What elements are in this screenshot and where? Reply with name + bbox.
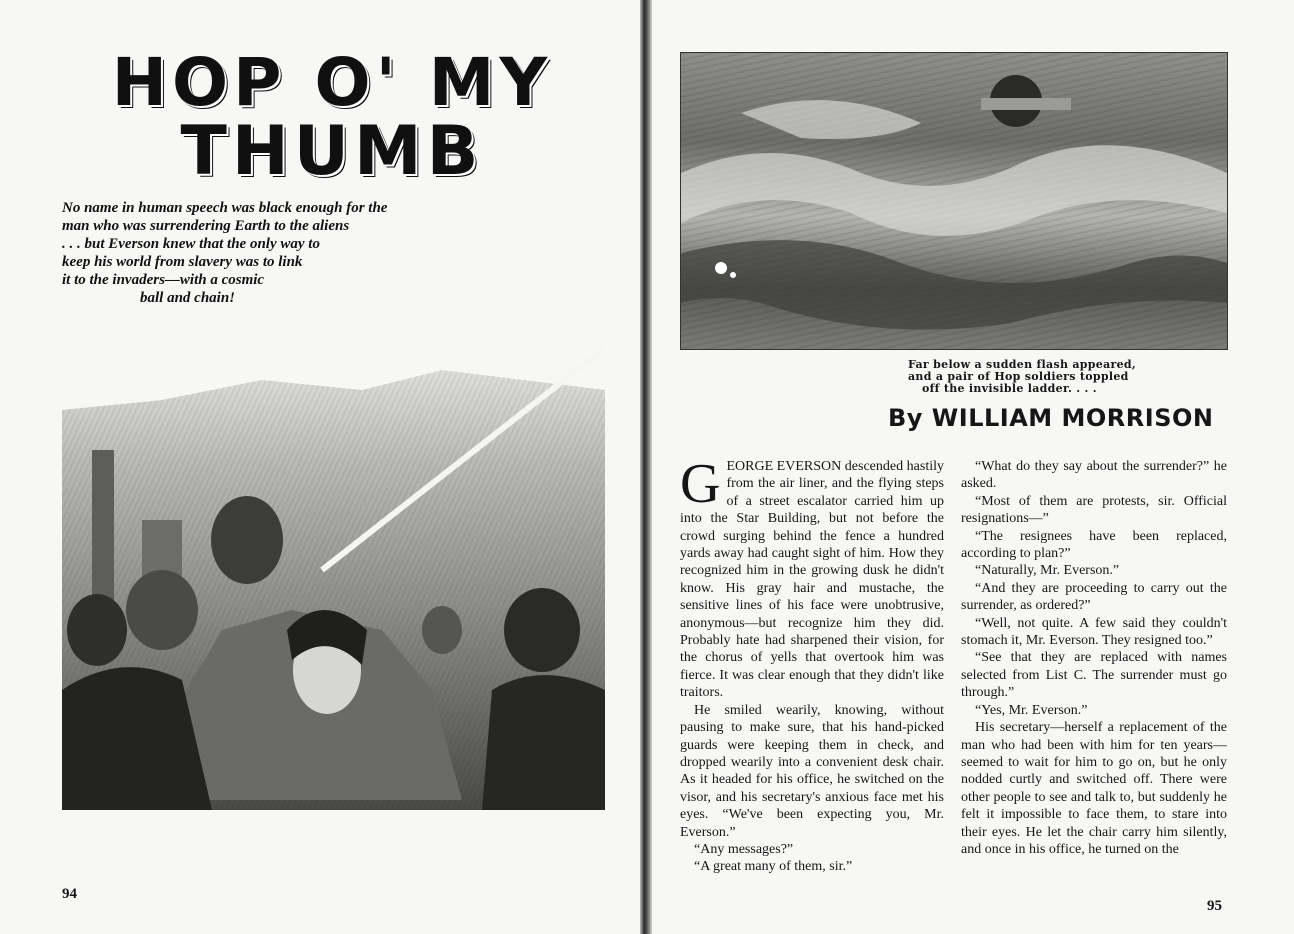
story-illustration-sky xyxy=(680,52,1228,350)
paragraph: “Yes, Mr. Everson.” xyxy=(975,702,1088,718)
text-column-right xyxy=(961,458,1227,858)
author-byline: By WILLIAM MORRISON xyxy=(888,404,1214,432)
caption-line-2: and a pair of Hop soldiers toppled xyxy=(908,370,1129,383)
blurb-line-5: it to the invaders—with a cosmic xyxy=(62,272,265,288)
blurb-line-3: . . . but Everson knew that the only way to xyxy=(62,236,320,252)
story-illustration-crowd xyxy=(62,330,605,810)
sky-drawing xyxy=(681,53,1227,349)
caption-line-1: Far below a sudden flash appeared, xyxy=(908,358,1137,371)
left-page xyxy=(0,0,640,934)
story-title-line-2: THUMB xyxy=(180,112,484,191)
paragraph: He smiled wearily, knowing, without pausing to make sure, that his hand-picked guards were keeping them in check, and dropped wearily into a convenient desk chair. As it headed for his office, he switched on the visor, and his secretary's anxious face met his eyes. “We've been expecting you, Mr. Everson.” xyxy=(680,702,944,840)
caption-line-3: off the invisible ladder. . . . xyxy=(922,382,1097,395)
paragraph: “See that they are replaced with names selected from List C. The surrender must go through.” xyxy=(961,650,1227,701)
paragraph: “Most of them are protests, sir. Official resignations—” xyxy=(961,493,1227,527)
blurb-line-4: keep his world from slavery was to link xyxy=(62,254,303,270)
drop-cap: G xyxy=(680,453,721,515)
page-number-left: 94 xyxy=(62,886,77,902)
blurb-line-6: ball and chain! xyxy=(140,290,236,306)
right-page xyxy=(652,0,1294,934)
crowd-drawing xyxy=(62,330,605,810)
blurb-line-1: No name in human speech was black enough for the xyxy=(62,200,388,216)
page-number-right: 95 xyxy=(1207,898,1222,914)
story-title-line-1: HOP O' MY xyxy=(111,44,553,121)
paragraph: “Well, not quite. A few said they couldn't stomach it, Mr. Everson. They resigned too.” xyxy=(961,615,1227,649)
paragraph: His secretary—herself a replacement of the man who had been with him for ten years—seemed to wait for him to go on, but he only nodded curtly and switched off. There were other people to see and talk to, but suddenly he felt it impossible to face them, to stare into their eyes. He let the chair carry him silently, and once in his office, he turned on the xyxy=(961,720,1227,857)
paragraph: “Any messages?” xyxy=(694,841,794,857)
paragraph: “Naturally, Mr. Everson.” xyxy=(975,563,1120,579)
paragraph: GEORGE EVERSON descended hastily from the air liner, and the flying steps of a street escalator carried him up into the Star Building, but not before the crowd surging behind the fence a hundred yards away had caught sight of him. How they recognized him in the growing dusk he didn't know. His gray hair and mustache, the sensitive lines of his face were unobtrusive, anonymous—but recognize him they did. Probably hate had sharpened their vision, for the chorus of yells that overtook him was fierce. It was clear enough that they didn't like traitors. xyxy=(680,453,944,701)
paragraph: “What do they say about the surrender?” he asked. xyxy=(961,459,1227,492)
text-column-left xyxy=(680,453,944,876)
paragraph: “The resignees have been replaced, according to plan?” xyxy=(961,528,1227,562)
paragraph: “And they are proceeding to carry out the surrender, as ordered?” xyxy=(961,580,1227,614)
paragraph: “A great many of them, sir.” xyxy=(694,859,853,875)
blurb-line-2: man who was surrendering Earth to the aliens xyxy=(62,218,350,234)
book-gutter xyxy=(640,0,652,934)
